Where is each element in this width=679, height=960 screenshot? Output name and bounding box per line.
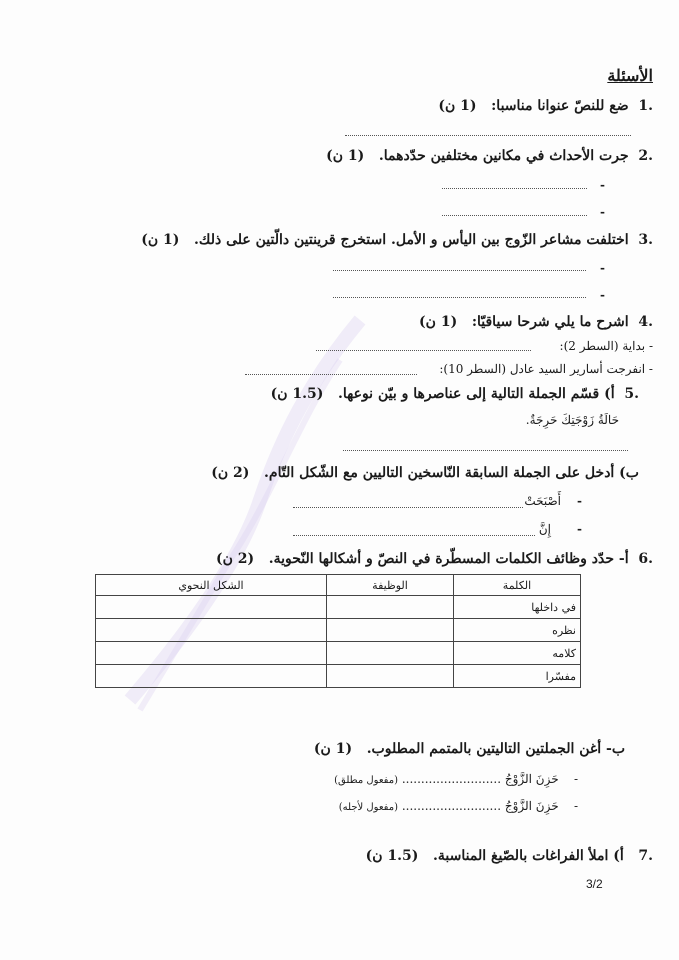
function-cell[interactable]: [327, 596, 454, 619]
complement-item-2: [339, 799, 578, 813]
answer-line[interactable]: [442, 188, 587, 189]
question-1: [438, 98, 653, 114]
question-6a: [216, 551, 653, 567]
answer-line[interactable]: [293, 535, 535, 536]
question-6b: [314, 741, 625, 757]
question-number: .3: [638, 232, 653, 248]
grammar-table: [95, 574, 581, 688]
section-title: الأسئلة: [607, 66, 653, 85]
question-points: (1.5 ن): [270, 386, 324, 402]
question-text: ب) أدخل على الجملة السابقة النّاسخين التاليين مع الشّكل التّام.: [264, 465, 639, 481]
question-text: أ) قسّم الجملة التالية إلى عناصرها و بيّن نوعها.: [338, 386, 615, 402]
question-text: ضع للنصّ عنوانا مناسبا:: [491, 98, 629, 114]
question-points: (1.5 ن): [365, 848, 419, 864]
explain-item-1: - بداية (السطر 2):: [559, 339, 653, 353]
answer-line[interactable]: [343, 450, 628, 451]
complement-hint: (مفعول لأجله): [338, 802, 398, 813]
col-header-function: الوظيفة: [327, 575, 454, 596]
function-cell[interactable]: [327, 642, 454, 665]
table-row: [96, 665, 581, 688]
question-number: .2: [638, 148, 653, 164]
answer-line[interactable]: [293, 507, 523, 508]
explain-item-2: - انفرجت أسارير السيد عادل (السطر 10):: [439, 362, 653, 376]
question-5a: [271, 386, 639, 402]
form-cell[interactable]: [96, 665, 327, 688]
col-header-word: الكلمة: [454, 575, 581, 596]
question-7: [366, 848, 653, 864]
question-number: .7: [638, 848, 653, 864]
question-text: أ- حدّد وظائف الكلمات المسطّرة في النصّ و أشكالها النّحوية.: [268, 551, 629, 567]
question-number: .5: [624, 386, 639, 402]
word-cell: كلامه: [454, 642, 581, 665]
question-points: (1 ن): [438, 98, 477, 114]
complement-item-1: [334, 772, 578, 786]
answer-line[interactable]: [245, 374, 417, 375]
form-cell[interactable]: [96, 619, 327, 642]
complement-hint: (مفعول مطلق): [334, 775, 398, 786]
dash-bullet: -: [577, 522, 582, 536]
question-text: جرت الأحداث في مكانين مختلفين حدّدهما.: [378, 148, 629, 164]
dash-bullet: -: [600, 288, 605, 302]
word-cell: مفسّرا: [454, 665, 581, 688]
answer-line[interactable]: [333, 297, 586, 298]
dash-bullet: -: [600, 205, 605, 219]
question-points: (1 ن): [141, 232, 180, 248]
question-number: .1: [638, 98, 653, 114]
word-cell: في داخلها: [454, 596, 581, 619]
dash-bullet: -: [573, 799, 578, 813]
form-cell[interactable]: [96, 596, 327, 619]
page-number: 3/2: [586, 877, 603, 891]
question-number: .6: [638, 551, 653, 567]
question-points: (2 ن): [211, 465, 250, 481]
answer-line[interactable]: [442, 215, 587, 216]
question-text: أ) املأ الفراغات بالصّيغ المناسبة.: [433, 848, 624, 864]
question-5b: [211, 465, 639, 481]
table-header-row: [96, 575, 581, 596]
given-sentence: حَالَةُ زَوْجَتِكَ حَرِجَةٌ.: [525, 413, 619, 427]
dash-bullet: -: [573, 772, 578, 786]
table-row: [96, 642, 581, 665]
dash-bullet: -: [577, 494, 582, 508]
function-cell[interactable]: [327, 665, 454, 688]
dash-bullet: -: [600, 178, 605, 192]
question-points: (2 ن): [215, 551, 255, 567]
sentence-start: حَزِنَ الزَّوْجُ: [504, 799, 559, 813]
question-text: ب- أغن الجملتين التاليتين بالمتمم المطلوب.: [366, 741, 625, 757]
question-4: [419, 314, 653, 330]
form-cell[interactable]: [96, 642, 327, 665]
answer-line[interactable]: [333, 270, 586, 271]
answer-blank[interactable]: ..........................: [401, 799, 502, 813]
answer-line[interactable]: [316, 350, 531, 351]
col-header-form: الشكل النحوي: [96, 575, 327, 596]
question-2: [326, 148, 653, 164]
nasikh-word: أَصْبَحَتْ: [524, 494, 561, 508]
question-text: اختلفت مشاعر الزّوج بين اليأس و الأمل. استخرج قرينتين دالّتين على ذلك.: [194, 232, 629, 248]
question-text: اشرح ما يلي شرحا سياقيّا:: [471, 314, 629, 330]
sentence-start: حَزِنَ الزَّوْجُ: [504, 772, 559, 786]
question-number: .4: [638, 314, 653, 330]
question-points: (1 ن): [326, 148, 365, 164]
answer-blank[interactable]: ..........................: [401, 772, 502, 786]
question-points: (1 ن): [313, 741, 353, 757]
nasikh-word: إِنَّ: [538, 522, 551, 536]
answer-line[interactable]: [345, 135, 631, 136]
dash-bullet: -: [600, 261, 605, 275]
table-row: [96, 596, 581, 619]
function-cell[interactable]: [327, 619, 454, 642]
question-points: (1 ن): [419, 314, 458, 330]
word-cell: نظره: [454, 619, 581, 642]
table-row: [96, 619, 581, 642]
question-3: [141, 232, 653, 248]
